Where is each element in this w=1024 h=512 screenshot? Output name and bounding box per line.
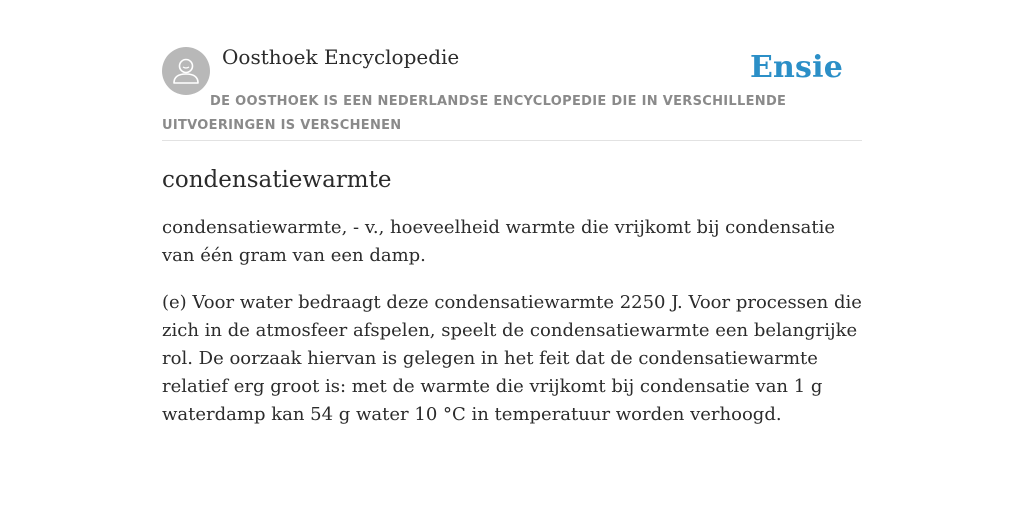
content-container: [162, 44, 862, 429]
entry-paragraph: (e) Voor water bedraagt deze condensatiewarmte 2250 J. Voor processen die zich in de atmosfeer afspelen, speelt de condensatiewarmte een belangrijke rol. De oorzaak hiervan is gelegen in het feit dat de condensatiewarmte relatief erg groot is: met de warmte die vrijkomt bij condensatie van 1 g waterdamp kan 54 g water 10 °C in temperatuur worden verhoogd.: [162, 292, 862, 425]
source-description: DE OOSTHOEK IS EEN NEDERLANDSE ENCYCLOPEDIE DIE IN VERSCHILLENDE UITVOERINGEN IS VERSCHENEN: [162, 94, 787, 133]
user-icon: [162, 47, 210, 95]
entry-paragraph: condensatiewarmte, - v., hoeveelheid warmte die vrijkomt bij condensatie van één gram van een damp.: [162, 217, 836, 266]
source-header: [162, 44, 862, 141]
source-title[interactable]: Oosthoek Encyclopedie: [222, 45, 460, 69]
avatar[interactable]: [162, 47, 210, 95]
ensie-logo[interactable]: Ensie: [749, 50, 843, 85]
entry-title: condensatiewarmte: [162, 167, 392, 193]
entry-body: [162, 214, 862, 429]
